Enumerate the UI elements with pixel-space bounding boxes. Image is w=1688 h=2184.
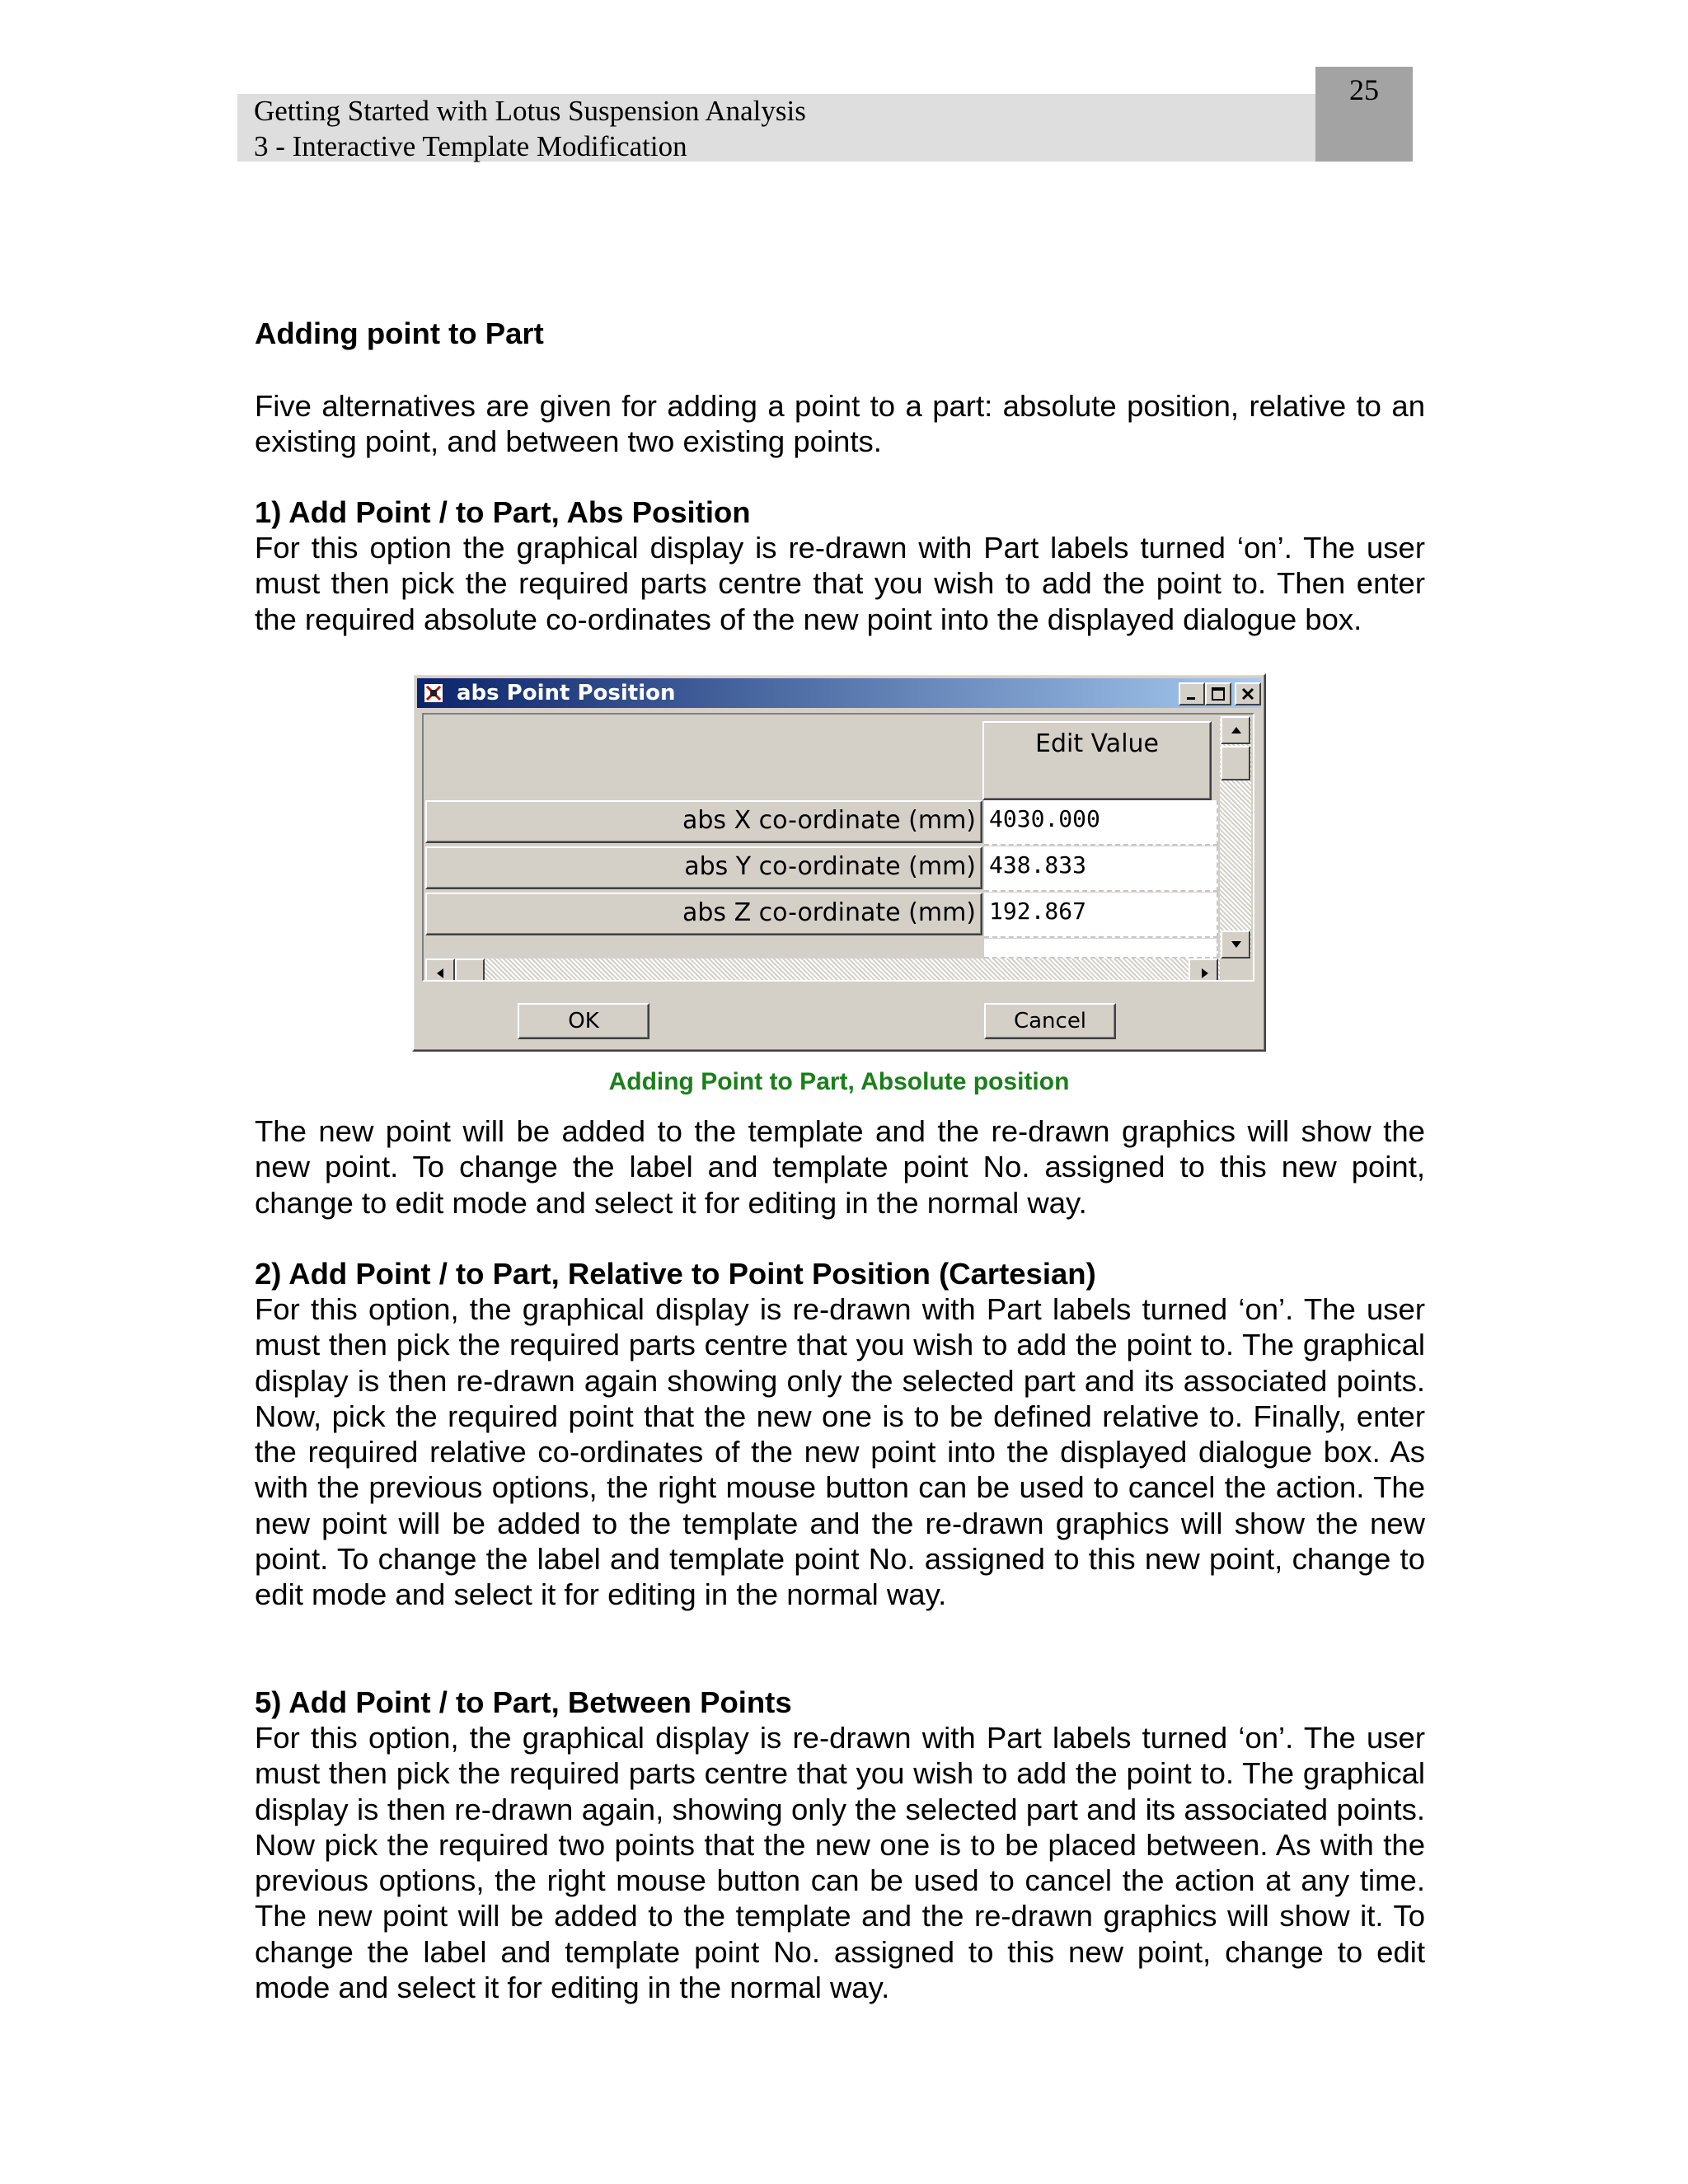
- horizontal-scroll-thumb[interactable]: [455, 958, 485, 982]
- option1-heading: 1) Add Point / to Part, Abs Position: [255, 495, 751, 529]
- maximize-button[interactable]: [1205, 682, 1231, 705]
- scroll-right-button[interactable]: [1189, 958, 1218, 982]
- close-button[interactable]: [1235, 682, 1261, 705]
- arrow-down-icon: [1231, 940, 1242, 949]
- intro-paragraph: Five alternatives are given for adding a point to a part: absolute position, relative to an existing point, and between two existing points.: [255, 389, 1425, 459]
- minimize-icon: [1184, 687, 1199, 701]
- edit-value-grid: [422, 713, 1254, 982]
- ok-button[interactable]: OK: [518, 1003, 649, 1039]
- abs-z-value-field[interactable]: 192.867: [984, 893, 1218, 938]
- minimize-button[interactable]: [1179, 682, 1205, 705]
- maximize-icon: [1211, 687, 1226, 701]
- empty-value-cell: [984, 939, 1218, 958]
- row-label-abs-x: abs X co-ordinate (mm): [425, 800, 982, 843]
- figure-caption: Adding Point to Part, Absolute position: [608, 1068, 1070, 1095]
- after-figure-paragraph: The new point will be added to the template and the re-drawn graphics will show the new point. To change the label and template point No. assigned to this new point, change to edit mode and select it for editing in the normal way.: [255, 1114, 1425, 1220]
- scroll-up-button[interactable]: [1221, 716, 1250, 744]
- scroll-left-button[interactable]: [425, 958, 455, 982]
- section-title: Adding point to Part: [255, 316, 544, 350]
- header-chapter-title: 3 - Interactive Template Modification: [254, 130, 687, 162]
- scroll-down-button[interactable]: [1221, 930, 1250, 958]
- abs-y-value-field[interactable]: 438.833: [984, 846, 1218, 892]
- abs-point-position-dialog: [412, 673, 1266, 1052]
- arrow-right-icon: [1198, 968, 1210, 979]
- cancel-button[interactable]: Cancel: [984, 1003, 1116, 1039]
- row-label-abs-y: abs Y co-ordinate (mm): [425, 846, 982, 889]
- vertical-scroll-thumb[interactable]: [1221, 746, 1250, 780]
- abs-x-value-field[interactable]: 4030.000: [984, 800, 1218, 846]
- option1-paragraph: For this option the graphical display is re-drawn with Part labels turned ‘on’. The user must then pick the required parts centre that you wish to add the point to. Then enter the required absolute co-ordinates of the new point into the displayed dialogue box.: [255, 531, 1425, 636]
- arrow-up-icon: [1231, 725, 1242, 735]
- app-icon[interactable]: [424, 683, 443, 703]
- dialog-titlebar[interactable]: [417, 678, 1261, 708]
- page-number: 25: [1315, 67, 1413, 162]
- header-book-title: Getting Started with Lotus Suspension Analysis: [254, 95, 806, 127]
- option5-paragraph: For this option, the graphical display is re-drawn with Part labels turned ‘on’. The user must then pick the required parts centre that you wish to add the point to. The graphical display is then re-drawn again, showing only the selected part and its associated points. Now pick the required two points that the new one is to be placed between. As with the previous options, the right mouse button can be used to cancel the action at any time. The new point will be added to the template and the re-drawn graphics will show it. To change the label and template point No. assigned to this new point, change to edit mode and select it for editing in the normal way.: [255, 1721, 1425, 2005]
- option5-heading: 5) Add Point / to Part, Between Points: [255, 1685, 792, 1719]
- option2-heading: 2) Add Point / to Part, Relative to Point Position (Cartesian): [255, 1257, 1096, 1291]
- vertical-scrollbar[interactable]: [1220, 716, 1251, 958]
- column-header-edit-value[interactable]: Edit Value: [982, 721, 1212, 800]
- horizontal-scrollbar[interactable]: [425, 958, 1220, 982]
- row-label-abs-z: abs Z co-ordinate (mm): [425, 893, 982, 935]
- option2-paragraph: For this option, the graphical display is re-drawn with Part labels turned ‘on’. The user must then pick the required parts centre that you wish to add the point to. The graphical display is then re-drawn again showing only the selected part and its associated points. Now, pick the required point that the new one is to be defined relative to. Finally, enter the required relative co-ordinates of the new point into the displayed dialogue box. As with the previous options, the right mouse button can be used to cancel the action. The new point will be added to the template and the re-drawn graphics will show the new point. To change the label and template point No. assigned to this new point, change to edit mode and select it for editing in the normal way.: [255, 1292, 1425, 1612]
- arrow-left-icon: [435, 968, 447, 979]
- close-icon: [1240, 687, 1255, 701]
- scrollbar-corner: [1220, 958, 1251, 982]
- dialog-title: abs Point Position: [457, 681, 676, 705]
